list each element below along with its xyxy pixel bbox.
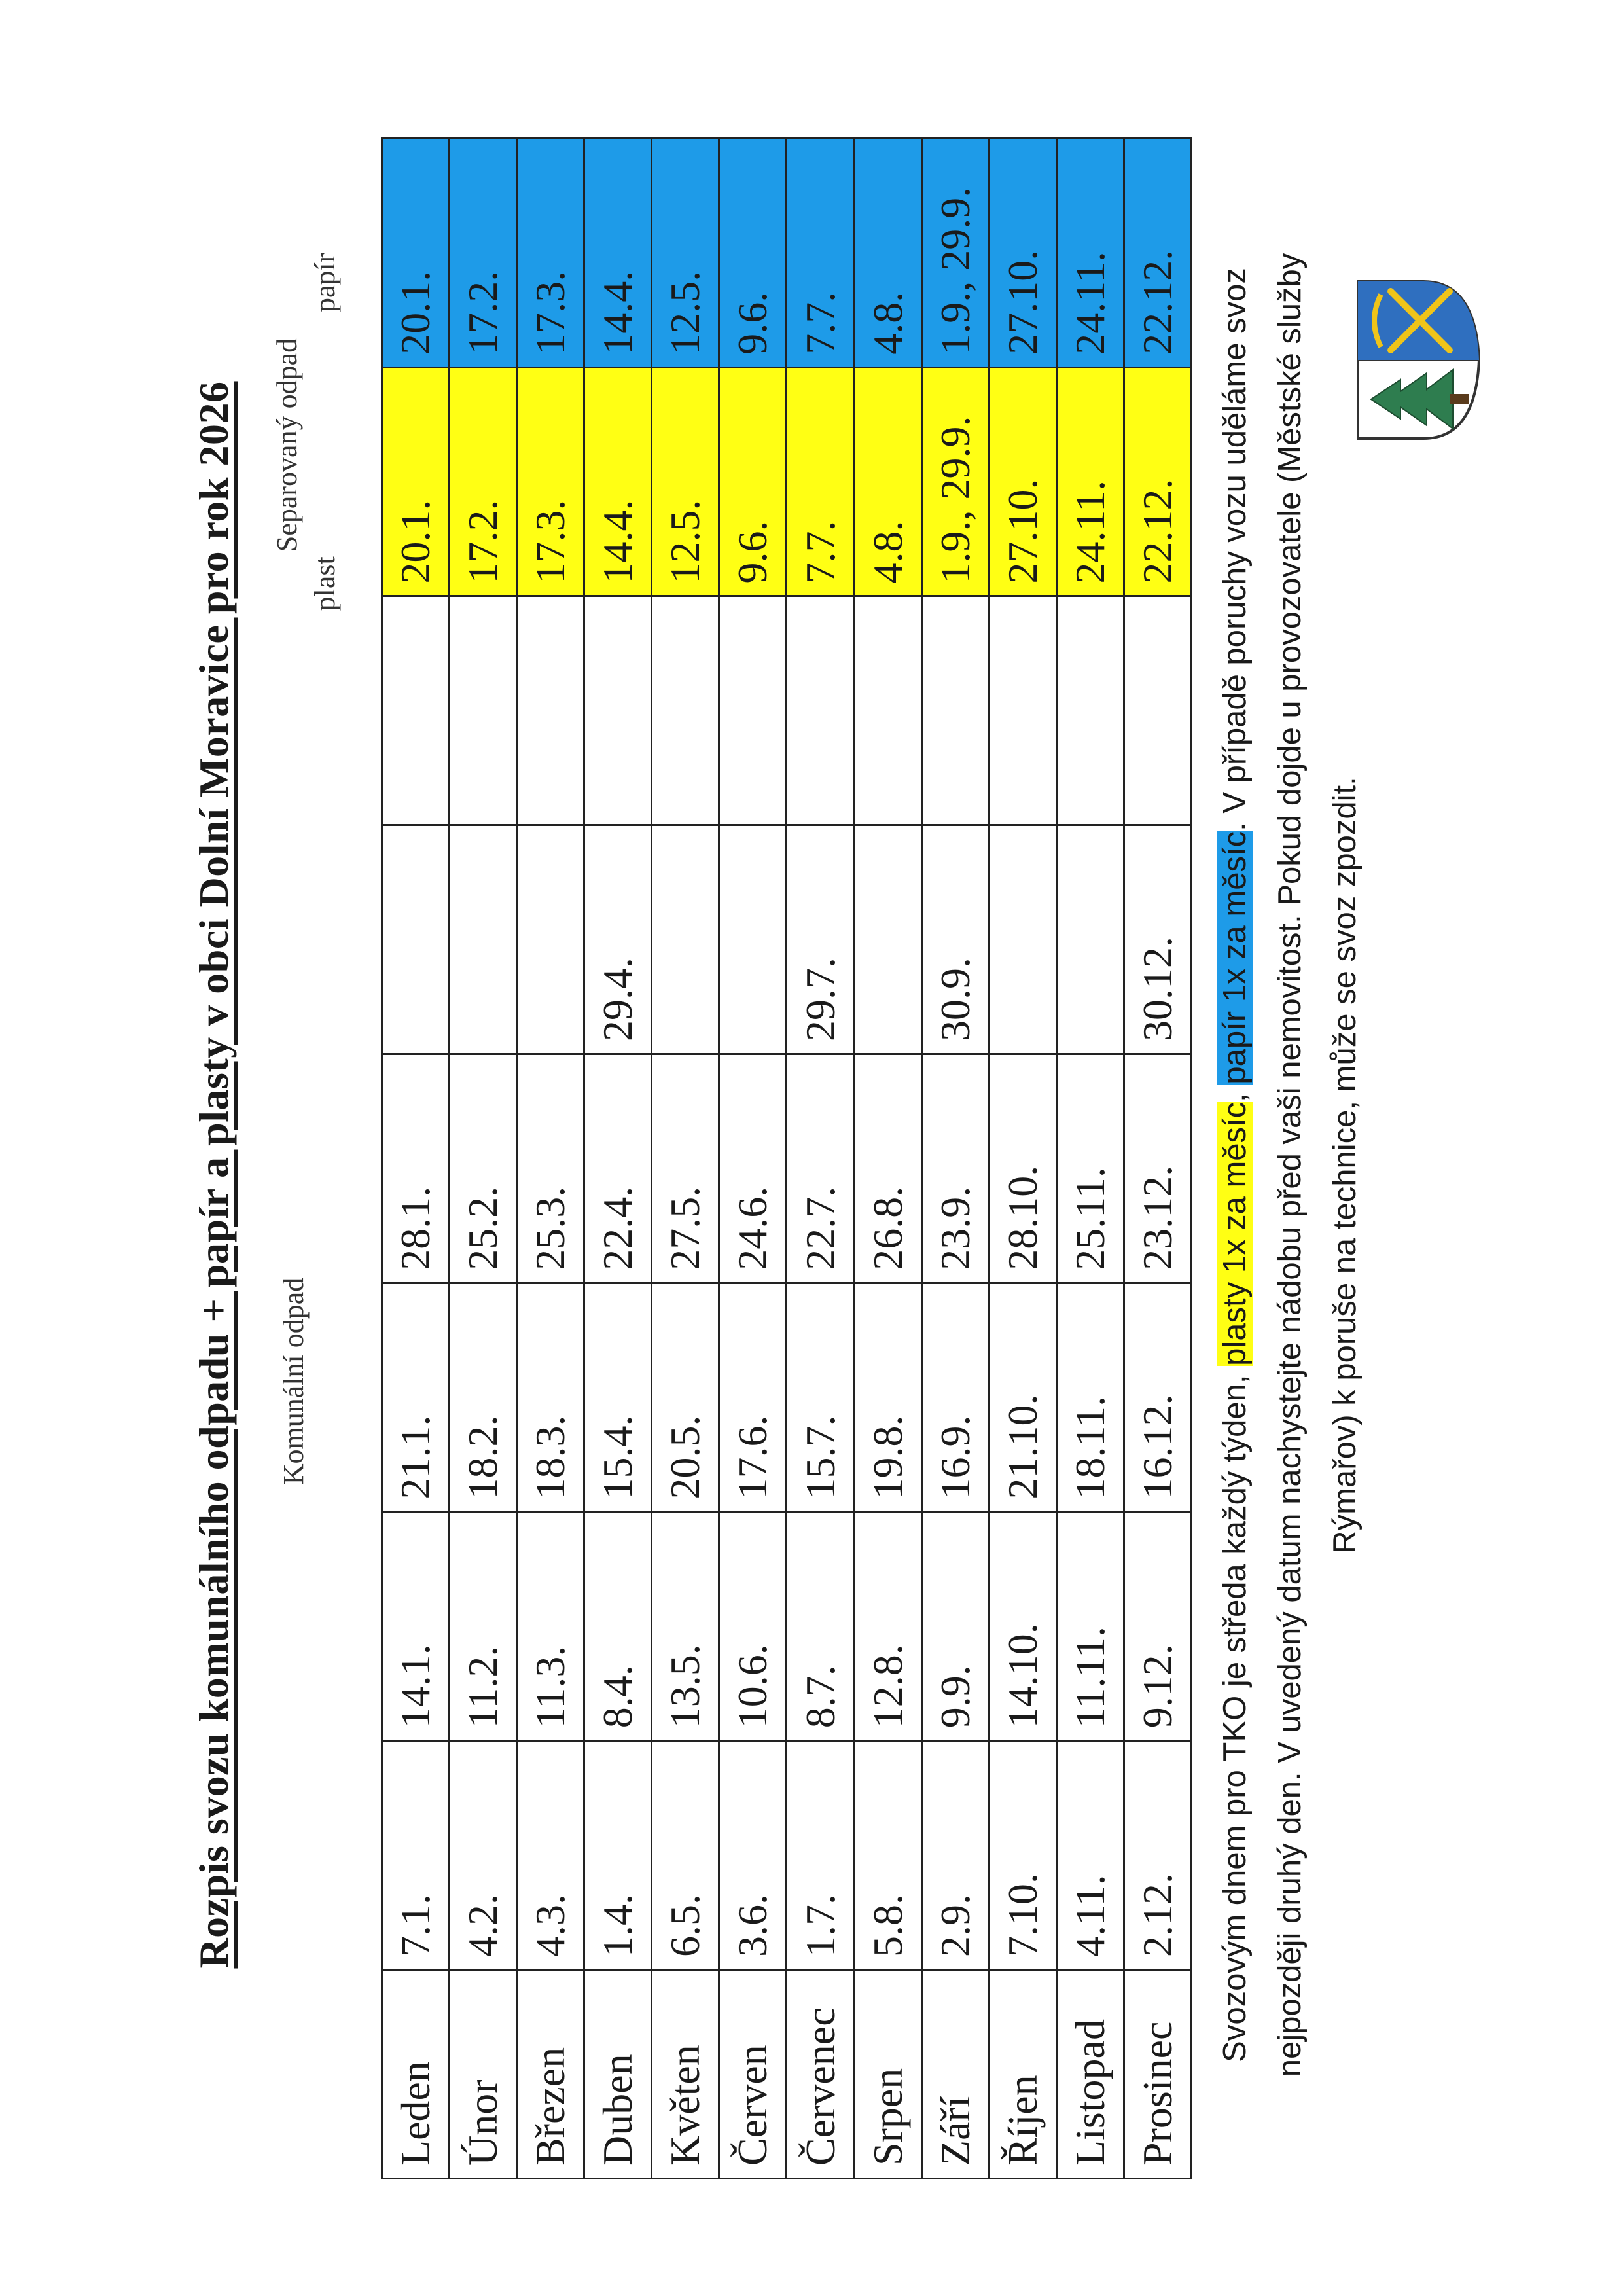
month-cell: Červen [719, 1970, 787, 2179]
table-row [787, 139, 854, 2179]
komunalni-date-cell: 18.2. [450, 1283, 517, 1512]
month-cell: Listopad [1056, 1970, 1124, 2179]
plast-date-cell: 14.4. [584, 367, 652, 596]
plast-date-cell: 24.11. [1056, 367, 1124, 596]
plast-date-cell: 27.10. [989, 367, 1056, 596]
month-cell: Září [921, 1970, 989, 2179]
papir-date-cell: 7.7. [787, 139, 854, 368]
table-row [652, 139, 719, 2179]
komunalni-date-cell: 6.5. [652, 1741, 719, 1970]
komunalni-date-cell [382, 825, 450, 1054]
header-separovany-odpad [268, 131, 344, 759]
header-plast: plast [309, 556, 341, 611]
komunalni-date-cell: 25.11. [1056, 1054, 1124, 1283]
komunalni-date-cell: 18.11. [1056, 1283, 1124, 1512]
komunalni-date-cell [1124, 596, 1191, 825]
komunalni-date-cell [450, 825, 517, 1054]
table-row [719, 139, 787, 2179]
komunalni-date-cell: 2.9. [921, 1741, 989, 1970]
header-papir: papír [309, 253, 341, 313]
table-row [517, 139, 584, 2179]
komunalni-date-cell: 7.10. [989, 1741, 1056, 1970]
document-title: Rozpis svozu komunálního odpadu + papír a plasty v obci Dolní Moravice pro rok 2026 [190, 381, 237, 1969]
month-cell: Únor [450, 1970, 517, 2179]
komunalni-date-cell: 27.5. [652, 1054, 719, 1283]
footer-text-part2: . V případě poruchy vozu uděláme svoz nejpozději druhý den. V uvedený datum nachystejte nádobu před vaši nemovitost. Pokud dojde u provozovatele (Městské služby Rýmařov) k poruše na technice, může se svoz zpozdit. [1217, 253, 1363, 2077]
komunalni-date-cell [382, 596, 450, 825]
plast-date-cell: 7.7. [787, 367, 854, 596]
komunalni-date-cell: 10.6. [719, 1512, 787, 1741]
komunalni-date-cell: 5.8. [854, 1741, 921, 1970]
komunalni-date-cell [584, 596, 652, 825]
komunalni-date-cell [652, 596, 719, 825]
komunalni-date-cell: 11.11. [1056, 1512, 1124, 1741]
komunalni-date-cell: 21.1. [382, 1283, 450, 1512]
papir-date-cell: 14.4. [584, 139, 652, 368]
table-row [450, 139, 517, 2179]
table-row [1056, 139, 1124, 2179]
komunalni-date-cell: 3.6. [719, 1741, 787, 1970]
komunalni-date-cell: 8.7. [787, 1512, 854, 1741]
komunalni-date-cell: 11.2. [450, 1512, 517, 1741]
komunalni-date-cell: 20.5. [652, 1283, 719, 1512]
komunalni-date-cell: 13.5. [652, 1512, 719, 1741]
komunalni-date-cell: 22.4. [584, 1054, 652, 1283]
footer-separator: , [1217, 1084, 1253, 1102]
komunalni-date-cell: 22.7. [787, 1054, 854, 1283]
komunalni-date-cell [450, 596, 517, 825]
month-cell: Březen [517, 1970, 584, 2179]
komunalni-date-cell: 14.10. [989, 1512, 1056, 1741]
komunalni-date-cell: 7.1. [382, 1741, 450, 1970]
komunalni-date-cell [921, 596, 989, 825]
komunalni-date-cell [652, 825, 719, 1054]
komunalni-date-cell [1056, 596, 1124, 825]
schedule-sheet [177, 131, 1525, 2199]
komunalni-date-cell: 29.7. [787, 825, 854, 1054]
komunalni-date-cell: 4.11. [1056, 1741, 1124, 1970]
komunalni-date-cell [989, 825, 1056, 1054]
footer-plasty-highlight: plasty 1x za měsíc [1217, 1102, 1253, 1366]
komunalni-date-cell [719, 825, 787, 1054]
month-cell: Červenec [787, 1970, 854, 2179]
papir-date-cell: 9.6. [719, 139, 787, 368]
komunalni-date-cell: 15.4. [584, 1283, 652, 1512]
komunalni-date-cell [989, 596, 1056, 825]
komunalni-date-cell: 18.3. [517, 1283, 584, 1512]
papir-date-cell: 24.11. [1056, 139, 1124, 368]
plast-date-cell: 20.1. [382, 367, 450, 596]
month-cell: Prosinec [1124, 1970, 1191, 2179]
komunalni-date-cell: 16.9. [921, 1283, 989, 1512]
plast-date-cell: 1.9., 29.9. [921, 367, 989, 596]
papir-date-cell: 4.8. [854, 139, 921, 368]
month-cell: Duben [584, 1970, 652, 2179]
plast-date-cell: 12.5. [652, 367, 719, 596]
coat-of-arms-icon [1351, 275, 1482, 445]
komunalni-date-cell: 15.7. [787, 1283, 854, 1512]
komunalni-date-cell: 4.3. [517, 1741, 584, 1970]
komunalni-date-cell: 23.9. [921, 1054, 989, 1283]
komunalni-date-cell: 11.3. [517, 1512, 584, 1741]
table-row [1124, 139, 1191, 2179]
table-row [854, 139, 921, 2179]
footer-note [1207, 209, 1372, 2121]
komunalni-date-cell [1056, 825, 1124, 1054]
footer-papir-highlight: papír 1x za měsíc [1217, 831, 1253, 1085]
plast-date-cell: 17.3. [517, 367, 584, 596]
komunalni-date-cell: 28.1. [382, 1054, 450, 1283]
komunalni-date-cell: 25.2. [450, 1054, 517, 1283]
month-cell: Srpen [854, 1970, 921, 2179]
collection-schedule-table [381, 137, 1192, 2179]
papir-date-cell: 20.1. [382, 139, 450, 368]
papir-date-cell: 22.12. [1124, 139, 1191, 368]
komunalni-date-cell: 26.8. [854, 1054, 921, 1283]
komunalni-date-cell: 21.10. [989, 1283, 1056, 1512]
komunalni-date-cell: 8.4. [584, 1512, 652, 1741]
komunalni-date-cell: 12.8. [854, 1512, 921, 1741]
komunalni-date-cell: 29.4. [584, 825, 652, 1054]
table-row [989, 139, 1056, 2179]
header-komunalni-odpad: Komunální odpad [277, 1277, 310, 1485]
komunalni-date-cell: 24.6. [719, 1054, 787, 1283]
komunalni-date-cell: 19.8. [854, 1283, 921, 1512]
komunalni-date-cell: 2.12. [1124, 1741, 1191, 1970]
komunalni-date-cell: 1.4. [584, 1741, 652, 1970]
schedule-table-body [382, 139, 1192, 2179]
papir-date-cell: 17.3. [517, 139, 584, 368]
table-row [584, 139, 652, 2179]
papir-date-cell: 1.9., 29.9. [921, 139, 989, 368]
komunalni-date-cell: 1.7. [787, 1741, 854, 1970]
plast-date-cell: 17.2. [450, 367, 517, 596]
komunalni-date-cell: 17.6. [719, 1283, 787, 1512]
table-row [382, 139, 450, 2179]
komunalni-date-cell: 28.10. [989, 1054, 1056, 1283]
komunalni-date-cell: 16.12. [1124, 1283, 1191, 1512]
header-separovany-label: Separovaný odpad [271, 338, 303, 552]
month-cell: Květen [652, 1970, 719, 2179]
papir-date-cell: 27.10. [989, 139, 1056, 368]
komunalni-date-cell: 25.3. [517, 1054, 584, 1283]
plast-date-cell: 4.8. [854, 367, 921, 596]
komunalni-date-cell: 9.12. [1124, 1512, 1191, 1741]
footer-text-part1: Svozovým dnem pro TKO je středa každý týden, [1217, 1365, 1253, 2062]
komunalni-date-cell: 30.12. [1124, 825, 1191, 1054]
komunalni-date-cell: 14.1. [382, 1512, 450, 1741]
plast-date-cell: 22.12. [1124, 367, 1191, 596]
papir-date-cell: 12.5. [652, 139, 719, 368]
komunalni-date-cell [854, 825, 921, 1054]
komunalni-date-cell: 4.2. [450, 1741, 517, 1970]
month-cell: Leden [382, 1970, 450, 2179]
komunalni-date-cell: 9.9. [921, 1512, 989, 1741]
papir-date-cell: 17.2. [450, 139, 517, 368]
komunalni-date-cell: 30.9. [921, 825, 989, 1054]
plast-date-cell: 9.6. [719, 367, 787, 596]
month-cell: Říjen [989, 1970, 1056, 2179]
komunalni-date-cell: 23.12. [1124, 1054, 1191, 1283]
komunalni-date-cell [787, 596, 854, 825]
komunalni-date-cell [517, 825, 584, 1054]
komunalni-date-cell [517, 596, 584, 825]
komunalni-date-cell [854, 596, 921, 825]
table-row [921, 139, 989, 2179]
komunalni-date-cell [719, 596, 787, 825]
